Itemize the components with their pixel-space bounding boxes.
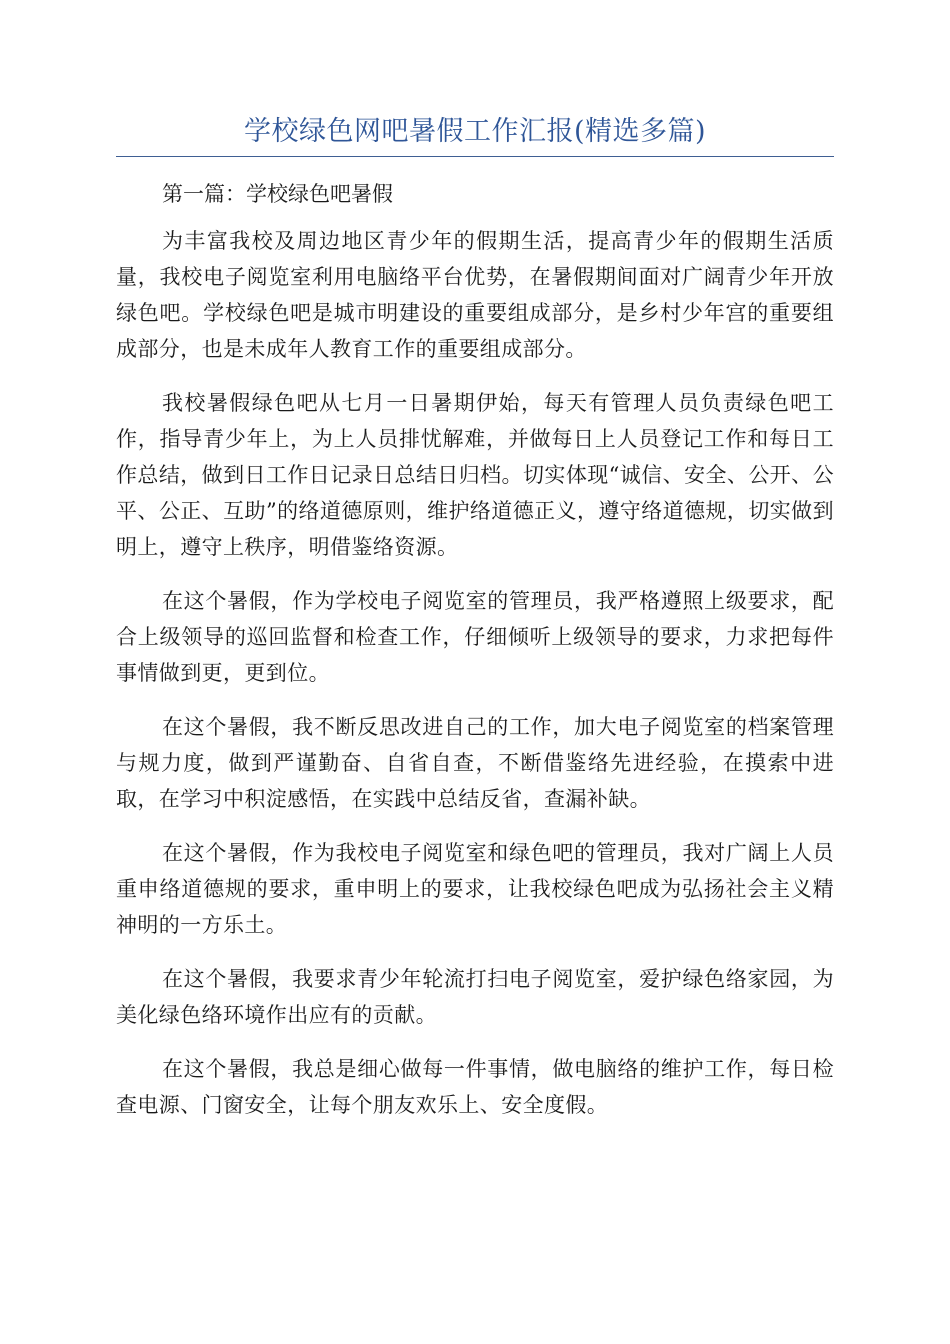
paragraph-7: 在这个暑假，我总是细心做每一件事情，做电脑络的维护工作，每日检查电源、门窗安全，让每个朋友欢乐上、安全度假。 (116, 1057, 834, 1117)
document-title: 学校绿色网吧暑假工作汇报(精选多篇) (243, 116, 707, 147)
paragraph-6: 在这个暑假，我要求青少年轮流打扫电子阅览室，爱护绿色络家园，为美化绿色络环境作出应有的贡献。 (116, 967, 834, 1027)
title-block (116, 112, 834, 157)
paragraph-4: 在这个暑假，我不断反思改进自己的工作，加大电子阅览室的档案管理与规力度，做到严谨勤奋、自省自查，不断借鉴络先进经验，在摸索中进取，在学习中积淀感悟，在实践中总结反省，查漏补缺。 (116, 715, 834, 811)
paragraph-2: 我校暑假绿色吧从七月一日暑期伊始，每天有管理人员负责绿色吧工作，指导青少年上，为上人员排忧解难，并做每日上人员登记工作和每日工作总结，做到日工作日记录日总结日归档。切实体现“诚信、安全、公开、公平、公正、互助”的络道德原则，维护络道德正义，遵守络道德规，切实做到明上，遵守上秩序，明借鉴络资源。 (116, 391, 834, 559)
paragraph-3: 在这个暑假，作为学校电子阅览室的管理员，我严格遵照上级要求，配合上级领导的巡回监督和检查工作，仔细倾听上级领导的要求，力求把每件事情做到更，更到位。 (116, 589, 834, 685)
document-body (116, 177, 834, 1141)
paragraph-5: 在这个暑假，作为我校电子阅览室和绿色吧的管理员，我对广阔上人员重申络道德规的要求，重申明上的要求，让我校绿色吧成为弘扬社会主义精神明的一方乐土。 (116, 841, 834, 937)
section-heading: 第一篇：学校绿色吧暑假 (162, 182, 393, 206)
paragraph-1: 为丰富我校及周边地区青少年的假期生活，提高青少年的假期生活质量，我校电子阅览室利用电脑络平台优势，在暑假期间面对广阔青少年开放绿色吧。学校绿色吧是城市明建设的重要组成部分，是乡村少年宫的重要组成部分，也是未成年人教育工作的重要组成部分。 (116, 229, 834, 361)
